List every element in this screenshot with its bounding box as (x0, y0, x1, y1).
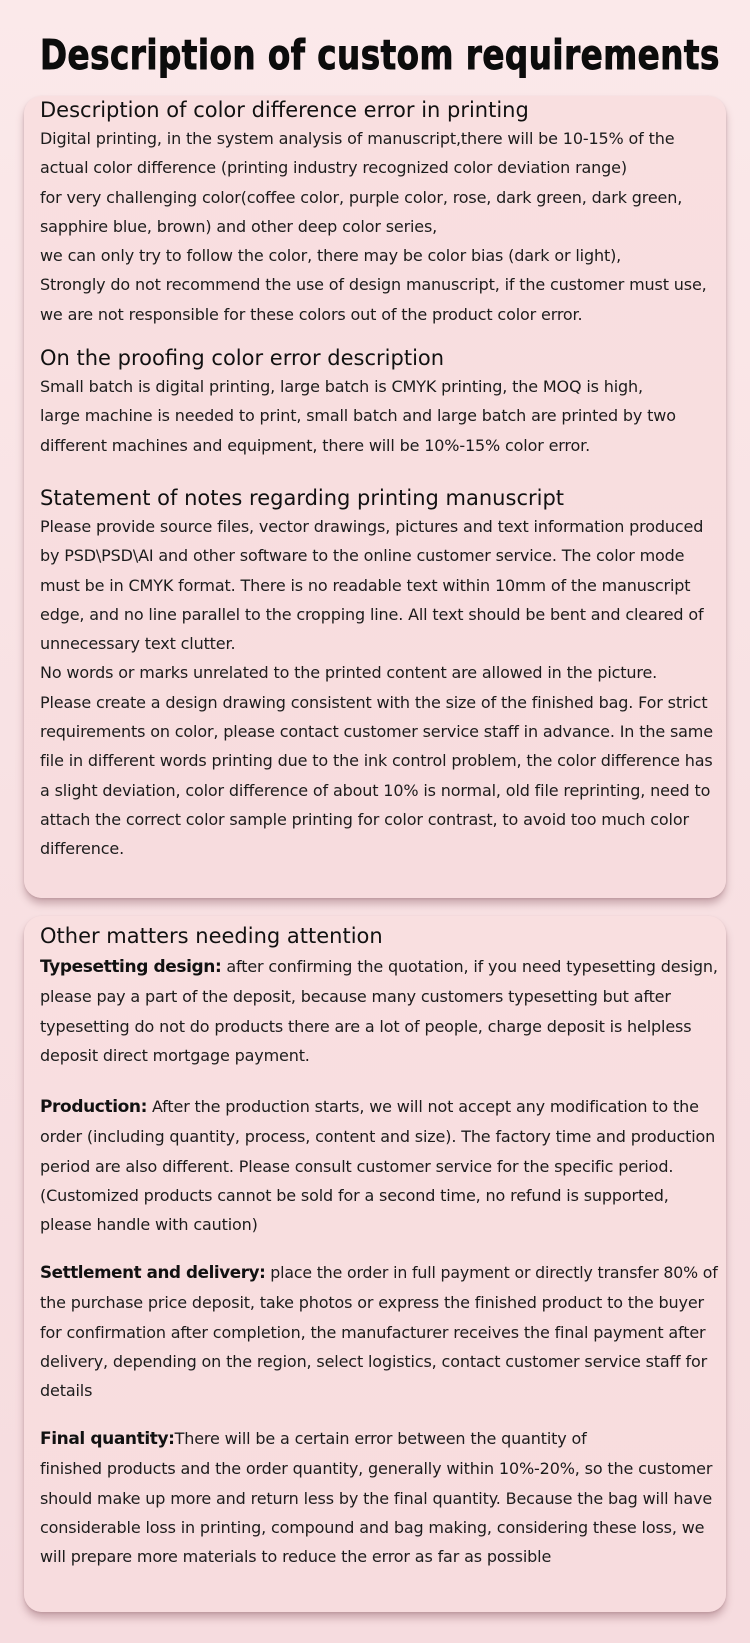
body-line: should make up more and return less by the final quantity. Because the bag will have (40, 1488, 713, 1508)
body-line: the purchase price deposit, take photos or express the finished product to the buyer (40, 1293, 704, 1313)
attention-card (24, 916, 726, 1612)
body-line: by PSD\PSD\AI and other software to the online customer service. The color mode (40, 546, 685, 566)
item-lead: Typesetting design: (40, 957, 222, 977)
requirements-card (24, 96, 726, 898)
item-text: after confirming the quotation, if you need typesetting design, (221, 957, 718, 976)
body-line: Please create a design drawing consistent with the size of the finished bag. For strict (40, 692, 708, 712)
item-text: There will be a certain error between the quantity of (174, 1429, 587, 1448)
body-line: Digital printing, in the system analysis of manuscript,there will be 10-15% of the (40, 129, 675, 148)
attention-section (40, 922, 718, 950)
final-quantity-item (40, 1424, 718, 1571)
color-difference-section (40, 96, 718, 329)
item-text: After the production starts, we will not accept any modification to the (147, 1097, 699, 1116)
item-body (40, 1258, 718, 1405)
body-line: details (40, 1381, 93, 1401)
body-line: deposit direct mortgage payment. (40, 1045, 310, 1065)
body-line: Small batch is digital printing, large batch is CMYK printing, the MOQ is high, (40, 377, 643, 396)
item-body (40, 952, 718, 1070)
production-item (40, 1092, 718, 1239)
body-line (40, 1424, 718, 1454)
item-lead: Final quantity: (40, 1429, 175, 1449)
body-line: sapphire blue, brown) and other deep color series, (40, 216, 438, 236)
body-line: period are also different. Please consult customer service for the specific period. (40, 1156, 674, 1176)
typesetting-item (40, 952, 718, 1070)
body-line: different machines and equipment, there will be 10%-15% color error. (40, 435, 591, 455)
item-text: place the order in full payment or directly transfer 80% of (265, 1263, 718, 1282)
body-line: typesetting do not do products there are a lot of people, charge deposit is helpless (40, 1016, 692, 1036)
body-line (40, 1258, 718, 1288)
page-title: Description of custom requirements (40, 31, 720, 79)
body-line: for very challenging color(coffee color, purple color, rose, dark green, dark green, (40, 187, 683, 207)
item-body (40, 1092, 718, 1239)
body-line: a slight deviation, color difference of about 10% is normal, old file reprinting, need to (40, 780, 711, 800)
body-line: large machine is needed to print, small batch and large batch are printed by two (40, 406, 676, 426)
section-body (40, 124, 718, 329)
item-body (40, 1424, 718, 1571)
section-body (40, 372, 718, 460)
body-line: difference. (40, 839, 124, 859)
body-line: for confirmation after completion, the manufacturer receives the final payment after (40, 1322, 706, 1342)
body-line: we can only try to follow the color, there may be color bias (dark or light), (40, 246, 622, 266)
body-line: unnecessary text clutter. (40, 634, 236, 654)
body-line: No words or marks unrelated to the printed content are allowed in the picture. (40, 663, 658, 683)
body-line: Please provide source files, vector drawings, pictures and text information produced (40, 517, 704, 536)
body-line: considerable loss in printing, compound and bag making, considering these loss, we (40, 1517, 705, 1537)
body-line: will prepare more materials to reduce the error as far as possible (40, 1547, 552, 1567)
body-line: order (including quantity, process, content and size). The factory time and production (40, 1127, 716, 1147)
body-line: (Customized products cannot be sold for a second time, no refund is supported, (40, 1185, 669, 1205)
body-line: requirements on color, please contact customer service staff in advance. In the same (40, 722, 713, 742)
body-line: finished products and the order quantity, generally within 10%-20%, so the customer (40, 1459, 713, 1479)
body-line (40, 1092, 718, 1122)
body-line: we are not responsible for these colors out of the product color error. (40, 304, 583, 324)
body-line: please handle with caution) (40, 1215, 258, 1235)
body-line: please pay a part of the deposit, because many customers typesetting but after (40, 987, 671, 1007)
body-line: actual color difference (printing industry recognized color deviation range) (40, 158, 627, 178)
item-lead: Production: (40, 1097, 148, 1117)
settlement-item (40, 1258, 718, 1405)
body-line: edge, and no line parallel to the cropping line. All text should be bent and cleared of (40, 604, 704, 624)
body-line: file in different words printing due to the ink control problem, the color difference has (40, 751, 713, 771)
body-line (40, 952, 718, 982)
body-line: Strongly do not recommend the use of design manuscript, if the customer must use, (40, 275, 707, 295)
body-line: must be in CMYK format. There is no readable text within 10mm of the manuscript (40, 575, 691, 595)
section-title: Description of color difference error in printing (40, 98, 529, 122)
section-title: Statement of notes regarding printing manuscript (40, 486, 565, 510)
section-body (40, 512, 718, 864)
manuscript-notes-section (40, 484, 718, 864)
body-line: attach the correct color sample printing for color contrast, to avoid too much color (40, 809, 689, 829)
section-title: On the proofing color error description (40, 346, 445, 370)
body-line: delivery, depending on the region, select logistics, contact customer service staff for (40, 1351, 708, 1371)
section-title: Other matters needing attention (40, 924, 383, 948)
item-lead: Settlement and delivery: (40, 1263, 266, 1283)
proofing-error-section (40, 344, 718, 460)
